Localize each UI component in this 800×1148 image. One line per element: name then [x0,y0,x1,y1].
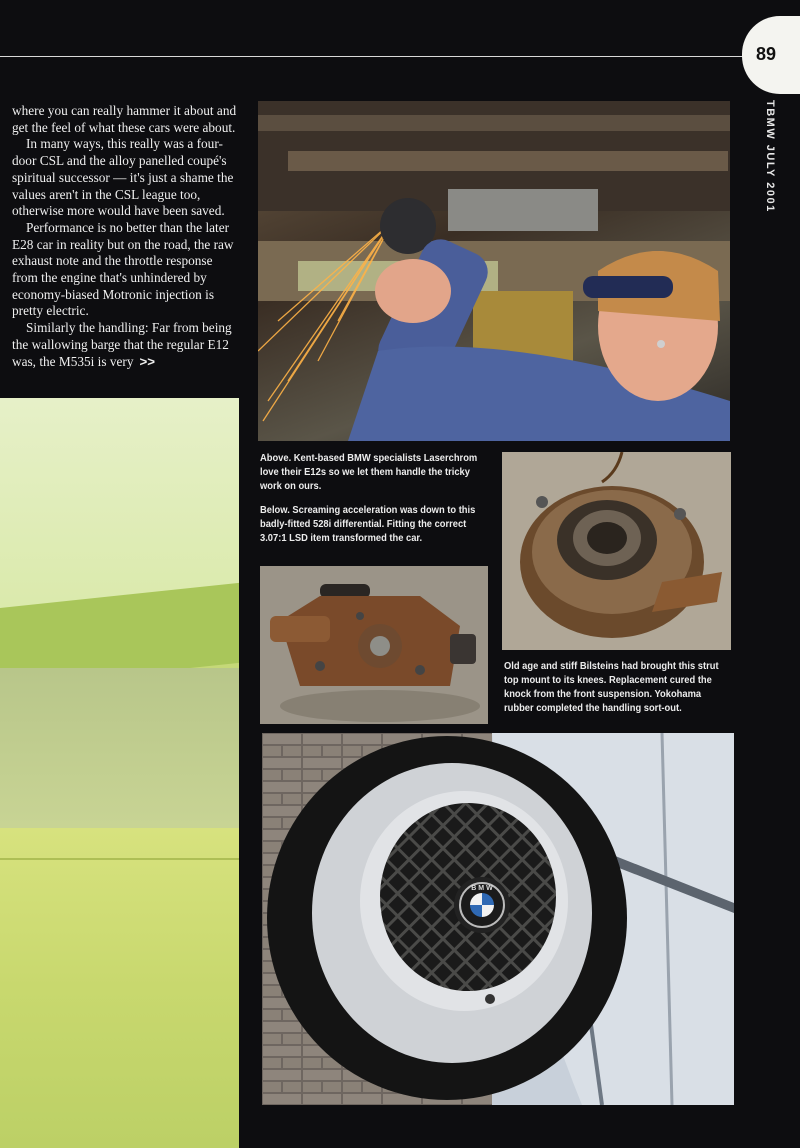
caption-above: Above. Kent-based BMW specialists Laserchrom love their E12s so we let them handle the tricky work on ours. [260,453,478,492]
header-rule [0,56,752,57]
green-car-photo [0,398,239,1148]
article-paragraph-text: Similarly the handling: Far from being the wallowing barge that the regular E12 was, the M535i is very [12,320,232,369]
magazine-issue-label: TBMW JULY 2001 [764,100,776,213]
caption-strut: Old age and stiff Bilsteins had brought this strut top mount to its knees. Replacement cured the knock from the front suspension. Yokohama rubber completed the handling sort-out. [504,661,719,714]
continue-arrow-icon: >> [139,353,156,369]
differential-photo [260,566,488,724]
photo-captions [260,452,485,556]
page-number: 89 [756,44,777,64]
caption-below: Below. Screaming acceleration was down to this badly-fitted 528i differential. Fitting the correct 3.07:1 LSD item transformed the car. [260,505,476,544]
page-number-tab [742,16,800,94]
strut-mount-image [502,452,731,650]
wheel-photo [262,733,734,1105]
article-paragraph: where you can really hammer it about and get the feel of what these cars were about. [12,103,237,135]
wheel-badge-text: B M W [471,885,493,892]
article-paragraph [12,320,240,370]
strut-mount-photo [502,452,731,650]
mechanic-grinding-photo [258,101,730,441]
differential-image [260,566,488,724]
article-paragraph: In many ways, this really was a four-door CSL and the alloy panelled coupé's spiritual successor — it's just a shame the values aren't in the CSL league too, otherwise more would have been saved. [12,136,234,219]
article-paragraph: Performance is no better than the later E28 car in reality but on the road, the raw exhaust note and the throttle response from the engine that's unhindered by economy-biased Motronic injection is pretty electric. [12,219,234,319]
wheel-image [262,733,734,1105]
mechanic-grinding-image [258,101,730,441]
article-body [12,103,240,370]
